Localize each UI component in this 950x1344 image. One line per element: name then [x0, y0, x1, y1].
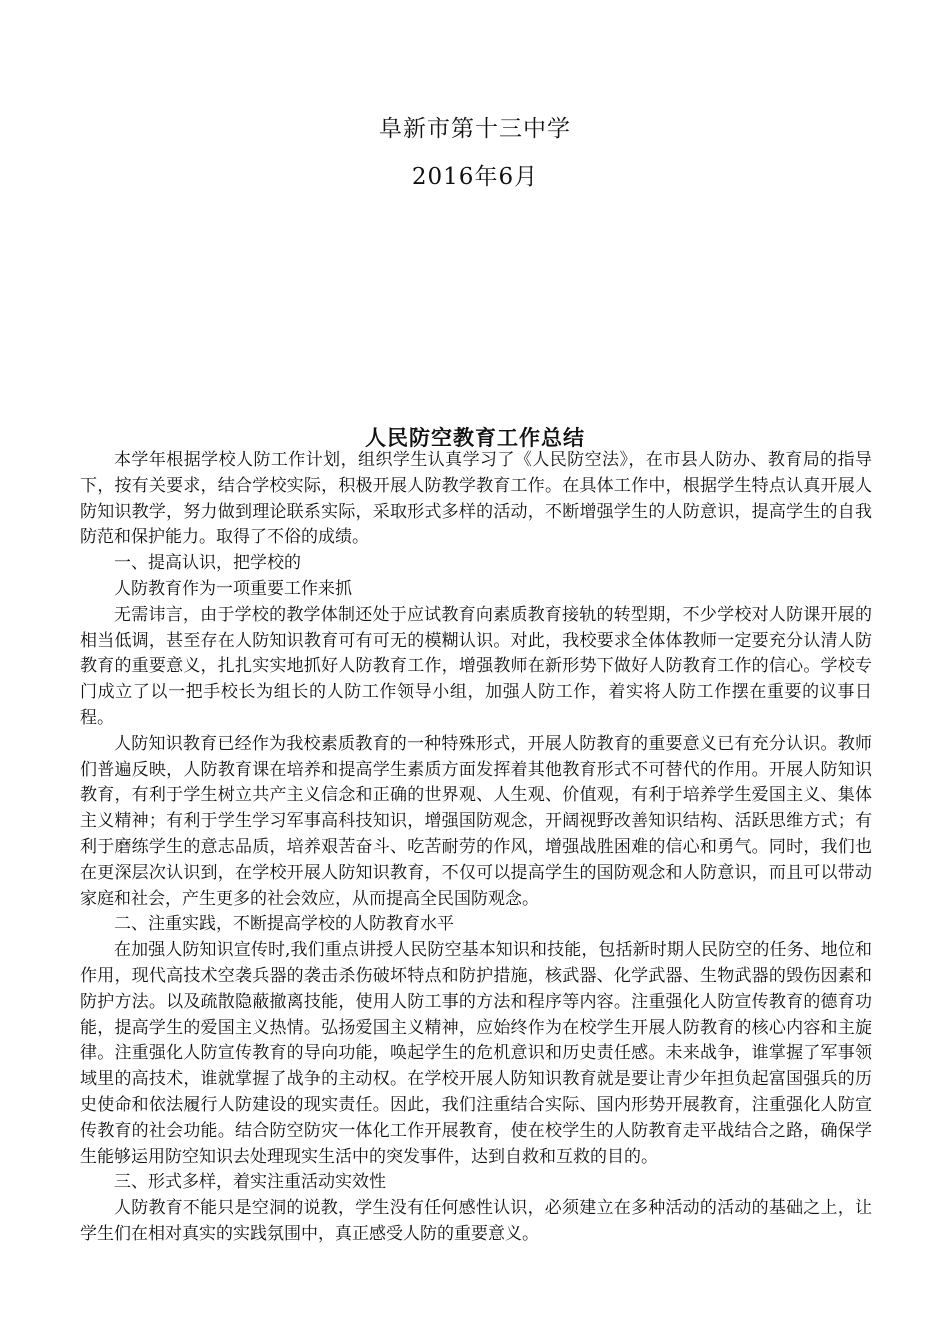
- section-heading-1-cont: 人防教育作为一项重要工作来抓: [114, 578, 352, 599]
- section-heading-2: 二、注重实践，不断提高学校的人防教育水平: [114, 914, 454, 935]
- cover-date: 2016年6月: [411, 164, 539, 190]
- school-name: 阜新市第十三中学: [379, 116, 571, 142]
- paragraph: 无需讳言，由于学校的教学体制还处于应试教育向素质教育接轨的转型期，不少学校对人防课开展的相当低调，甚至存在人防知识教育可有可无的模糊认识。对此，我校要求全体体教师一定要充分认清人防教育的重要意义，扎扎实实地抓好人防教育工作，增强教师在新形势下做好人防教育工作的信心。学校专门成立了以一把手校长为组长的人防工作领导小组，加强人防工作，着实将人防工作摆在重要的议事日程。: [80, 604, 872, 728]
- section-heading-3: 三、形式多样，着实注重活动实效性: [114, 1172, 386, 1193]
- paragraph: 在加强人防知识宣传时,我们重点讲授人民防空基本知识和技能，包括新时期人民防空的任务、地位和作用，现代高技术空袭兵器的袭击杀伤破坏特点和防护措施，核武器、化学武器、生物武器的毁伤因素和防护方法。以及疏散隐蔽撤离技能，使用人防工事的方法和程序等内容。注重强化人防宣传教育的德育功能，提高学生的爱国主义热情。弘扬爱国主义精神，应始终作为在校学生开展人防教育的核心内容和主旋律。注重强化人防宣传教育的导向功能，唤起学生的危机意识和历史责任感。未来战争，谁掌握了军事领域里的高技术，谁就掌握了战争的主动权。在学校开展人防知识教育就是要让青少年担负起富国强兵的历史使命和依法履行人防建设的现实责任。因此，我们注重结合实际、国内形势开展教育，注重强化人防宣传教育的社会功能。结合防空防灾一体化工作开展教育，使在校学生的人防教育走平战结合之路，确保学生能够运用防空知识去处理现实生活中的突发事件，达到自救和互救的目的。: [80, 940, 872, 1167]
- document-title: 人民防空教育工作总结: [365, 425, 585, 450]
- paragraph: 人防知识教育已经作为我校素质教育的一种特殊形式，开展人防教育的重要意义已有充分认识。教师们普遍反映，人防教育课在培养和提高学生素质方面发挥着其他教育形式不可替代的作用。开展人防知识教育，有利于学生树立共产主义信念和正确的世界观、人生观、价值观，有利于培养学生爱国主义、集体主义精神；有利于学生学习军事高科技知识，增强国防观念，开阔视野改善知识结构、活跃思维方式；有利于磨练学生的意志品质，培养艰苦奋斗、吃苦耐劳的作风，增强战胜困难的信心和勇气。同时，我们也在更深层次认识到，在学校开展人防知识教育，不仅可以提高学生的国防观念和人防意识，而且可以带动家庭和社会，产生更多的社会效应，从而提高全民国防观念。: [80, 733, 872, 909]
- paragraph-intro: 本学年根据学校人防工作计划，组织学生认真学习了《人民防空法》，在市县人防办、教育局的指导下，按有关要求，结合学校实际，积极开展人防教学教育工作。在具体工作中，根据学生特点认真开展人防知识教学，努力做到理论联系实际，采取形式多样的活动，不断增强学生的人防意识，提高学生的自我防范和保护能力。取得了不俗的成绩。: [80, 450, 872, 548]
- document-body: [80, 448, 872, 1248]
- paragraph: 人防教育不能只是空洞的说教，学生没有任何感性认识，必须建立在多种活动的活动的基础之上，让学生们在相对真实的实践氛围中，真正感受人防的重要意义。: [80, 1198, 872, 1244]
- section-heading-1: 一、提高认识，把学校的: [114, 553, 301, 574]
